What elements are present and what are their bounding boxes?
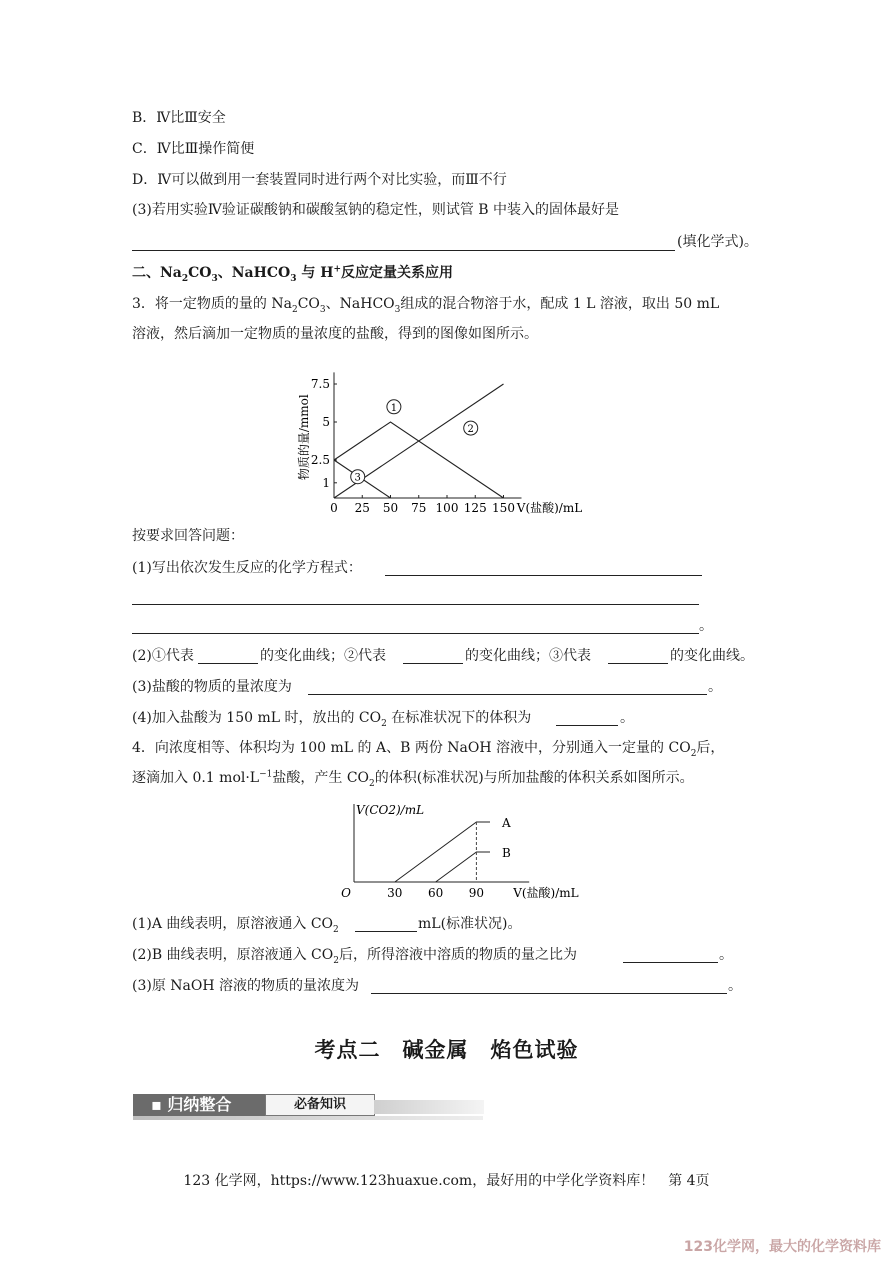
- q3-part3-end: 。: [708, 679, 722, 695]
- option-c: C．Ⅳ比Ⅲ操作简便: [132, 141, 255, 157]
- q3-part2-c: 的变化曲线；③代表: [465, 648, 591, 664]
- q3-instruction: 按要求回答问题：: [132, 528, 244, 544]
- q4-part3-end: 。: [728, 978, 742, 994]
- q3-part2-d: 的变化曲线。: [670, 648, 754, 664]
- series-label-2: 2: [467, 424, 474, 436]
- x-tick-label: 30: [387, 886, 403, 900]
- series-line-1: [334, 422, 504, 498]
- summary-bar-underline: [133, 1116, 483, 1120]
- y-tick-label: 1: [322, 475, 330, 490]
- q4-part3: (3)原 NaOH 溶液的物质的量浓度为: [132, 978, 360, 994]
- section-title: 考点二 碱金属 焰色试验: [314, 1037, 579, 1062]
- answer-blank[interactable]: [355, 931, 417, 932]
- series-line-B: [436, 852, 490, 882]
- q3-part2-a: (2)①代表: [132, 648, 194, 664]
- q3-part2-b: 的变化曲线；②代表: [260, 648, 386, 664]
- x-axis-label: V(盐酸)/mL: [516, 501, 583, 515]
- summary-bar-main: ▪ 归纳整合: [133, 1094, 265, 1116]
- y-tick-label: 5: [322, 415, 330, 429]
- y-tick-label: 2.5: [310, 453, 330, 467]
- answer-blank[interactable]: [132, 633, 699, 634]
- q3-part1: (1)写出依次发生反应的化学方程式：: [132, 560, 362, 576]
- series-label-A: A: [502, 816, 511, 830]
- q3-part3: (3)盐酸的物质的量浓度为: [132, 679, 292, 695]
- q-stability-text: (3)若用实验Ⅳ验证碳酸钠和碳酸氢钠的稳定性，则试管 B 中装入的固体最好是: [132, 202, 620, 218]
- q4-part1-b: mL(标准状况)。: [418, 916, 522, 932]
- y-tick-label: 7.5: [310, 377, 330, 391]
- x-tick-label: 50: [382, 501, 399, 515]
- watermark: 123化学网，最大的化学资料库: [683, 1239, 881, 1255]
- series-label-B: B: [502, 846, 511, 860]
- x-axis-label: V(盐酸)/mL: [513, 886, 579, 900]
- x-tick-label: 75: [411, 501, 427, 515]
- x-tick-label: 100: [435, 501, 459, 515]
- x-tick-label: 60: [427, 886, 444, 900]
- answer-blank[interactable]: [403, 663, 463, 664]
- answer-blank[interactable]: [385, 575, 702, 576]
- answer-blank[interactable]: [198, 663, 258, 664]
- x-tick-label: 125: [463, 501, 487, 515]
- q3-part4-end: 。: [620, 710, 634, 726]
- x-tick-label: 150: [492, 501, 515, 515]
- answer-blank[interactable]: [132, 250, 675, 251]
- q4-line2: 逐滴加入 0.1 $mol\cdot L^{-1}$盐酸，产生 $CO_2$的体积(标准状况)与所加盐酸的体积关系如图所示。: [132, 769, 694, 789]
- q3-part1-end: 。: [699, 618, 713, 634]
- answer-blank[interactable]: [623, 962, 718, 963]
- origin-label: O: [341, 886, 351, 900]
- q3-line2: 溶液，然后滴加一定物质的量浓度的盐酸，得到的图像如图所示。: [132, 326, 538, 342]
- q3-line1: 3．将一定物质的量的 $Na_2CO_3$、NaHCO$_3$组成的混合物溶于水，配成 1 L 溶液，取出 50 mL: [132, 296, 720, 315]
- chart-co2-vs-hcl: [340, 798, 579, 904]
- answer-blank[interactable]: [608, 663, 668, 664]
- q4-part1-a: (1)A 曲线表明，原溶液通入 $CO_2$: [132, 916, 339, 935]
- series-label-3: 3: [354, 472, 361, 484]
- q4-part2: (2)B 曲线表明，原溶液通入 $CO_2$后，所得溶液中溶质的物质的量之比为: [132, 947, 577, 966]
- page-footer: 123 化学网，https://www.123huaxue.com，最好用的中学化学资料库！ 第 4页: [183, 1173, 710, 1189]
- y-axis-label: 物质的量/mmol: [297, 394, 311, 481]
- summary-bar-fade: [374, 1100, 484, 1114]
- x-tick-label: 90: [468, 886, 485, 900]
- q4-part2-end: 。: [719, 947, 733, 963]
- section-2-heading: 二、$Na_2CO_3$、NaHCO$_3$ 与 H+反应定量关系应用: [132, 264, 453, 284]
- x-tick-label: 0: [330, 501, 338, 515]
- summary-bar: [133, 1094, 483, 1120]
- y-axis-label: V(CO2)/mL: [356, 803, 425, 817]
- q4-line1: 4．向浓度相等、体积均为 100 mL 的 A、B 两份 NaOH 溶液中，分别通入一定量的 $CO_2$后，: [132, 740, 725, 759]
- answer-blank[interactable]: [308, 694, 707, 695]
- answer-blank[interactable]: [371, 993, 727, 994]
- q-stability-suffix: (填化学式)。: [677, 234, 758, 250]
- chart-amount-vs-hcl: [290, 360, 620, 520]
- series-label-1: 1: [390, 402, 398, 414]
- answer-blank[interactable]: [132, 604, 699, 605]
- option-d: D．Ⅳ可以做到用一套装置同时进行两个对比实验，而Ⅲ不行: [132, 172, 507, 188]
- option-b: B．Ⅳ比Ⅲ安全: [132, 110, 226, 126]
- q3-part4: (4)加入盐酸为 150 mL 时，放出的 $CO_2$ 在标准状况下的体积为: [132, 710, 532, 729]
- x-tick-label: 25: [354, 501, 370, 515]
- answer-blank[interactable]: [556, 725, 618, 726]
- summary-bar-sub: 必备知识: [265, 1094, 375, 1116]
